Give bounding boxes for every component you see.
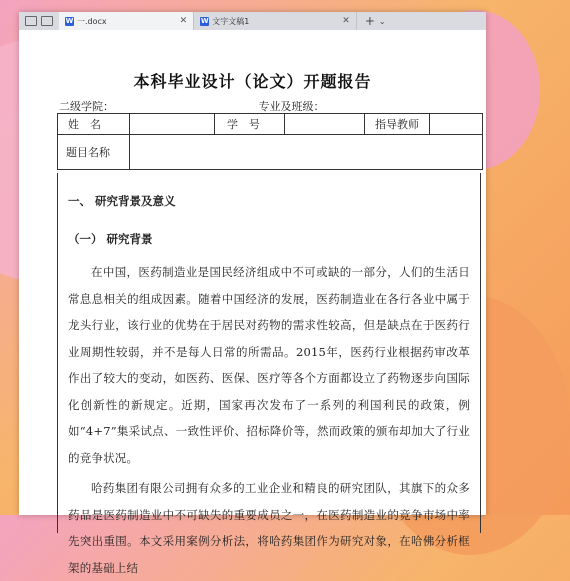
tab-document-2[interactable] bbox=[194, 12, 357, 30]
info-table bbox=[57, 113, 483, 170]
close-icon[interactable]: ✕ bbox=[179, 16, 188, 26]
body-paragraph: 在中国，医药制造业是国民经济组成中不可或缺的一部分，人们的生活日常息息相关的组成因素。随着中国经济的发展，医药制造业在各行各业中属于龙头行业，该行业的优势在于居民对药物的需求性较高，但是缺点在于医药行业周期性较弱，并不是每人日常的所需品。2015年，医药行业根据药审改革作出了较大的变动，如医药、医保、医疗等各个方面都设立了药物逐步向国际化创新性的新规定。近期，国家再次发布了一系列的利国利民的政策，例如“4+7”集采试点、一致性评价、招标降价等，然而政策的颁布却加大了行业的竞争状况。 bbox=[68, 265, 470, 465]
body-paragraph: 哈药集团有限公司拥有众多的工业企业和精良的研究团队，其旗下的众多药品是医药制造业中不可缺失的重要成员之一，在医药制造业的竞争市场中率先突出重围。本文采用案例分析法，将哈药集团作为研究对象，在哈佛分析框架的基础上结 bbox=[68, 481, 470, 575]
name-label: 姓 名 bbox=[58, 114, 130, 134]
advisor-label: 指导教师 bbox=[365, 114, 430, 134]
major-label: 专业及班级： bbox=[258, 100, 325, 113]
tab-bar bbox=[19, 12, 486, 30]
window-tile-icon[interactable] bbox=[41, 16, 53, 26]
id-field[interactable] bbox=[285, 114, 365, 134]
tab-title: 一.docx bbox=[77, 16, 107, 26]
document-page bbox=[19, 30, 486, 575]
chevron-down-icon[interactable]: ⌄ bbox=[378, 16, 386, 26]
window-controls bbox=[19, 16, 59, 26]
topic-label: 题目名称 bbox=[58, 135, 130, 169]
topic-field[interactable] bbox=[130, 135, 482, 169]
word-doc-icon: W bbox=[200, 17, 209, 25]
college-label: 二级学院： bbox=[59, 100, 114, 113]
id-label: 学 号 bbox=[215, 114, 285, 134]
table-row bbox=[58, 135, 482, 169]
close-icon[interactable]: ✕ bbox=[342, 16, 350, 26]
word-doc-icon: W bbox=[65, 17, 74, 25]
page-title: 本科毕业设计（论文）开题报告 bbox=[133, 72, 372, 91]
name-field[interactable] bbox=[130, 114, 215, 134]
advisor-field[interactable] bbox=[430, 114, 482, 134]
subsection-heading: （一） 研究背景 bbox=[68, 232, 153, 246]
header-fields bbox=[59, 98, 469, 114]
report-body[interactable] bbox=[57, 173, 481, 575]
tab-title: 文字文稿1 bbox=[212, 16, 250, 26]
new-tab-button[interactable]: + bbox=[364, 14, 375, 28]
tab-document-1[interactable] bbox=[59, 12, 194, 30]
window-restore-icon[interactable] bbox=[25, 16, 37, 26]
wps-writer-window bbox=[19, 12, 486, 575]
table-row bbox=[58, 114, 482, 135]
section-heading: 一、 研究背景及意义 bbox=[68, 194, 176, 208]
